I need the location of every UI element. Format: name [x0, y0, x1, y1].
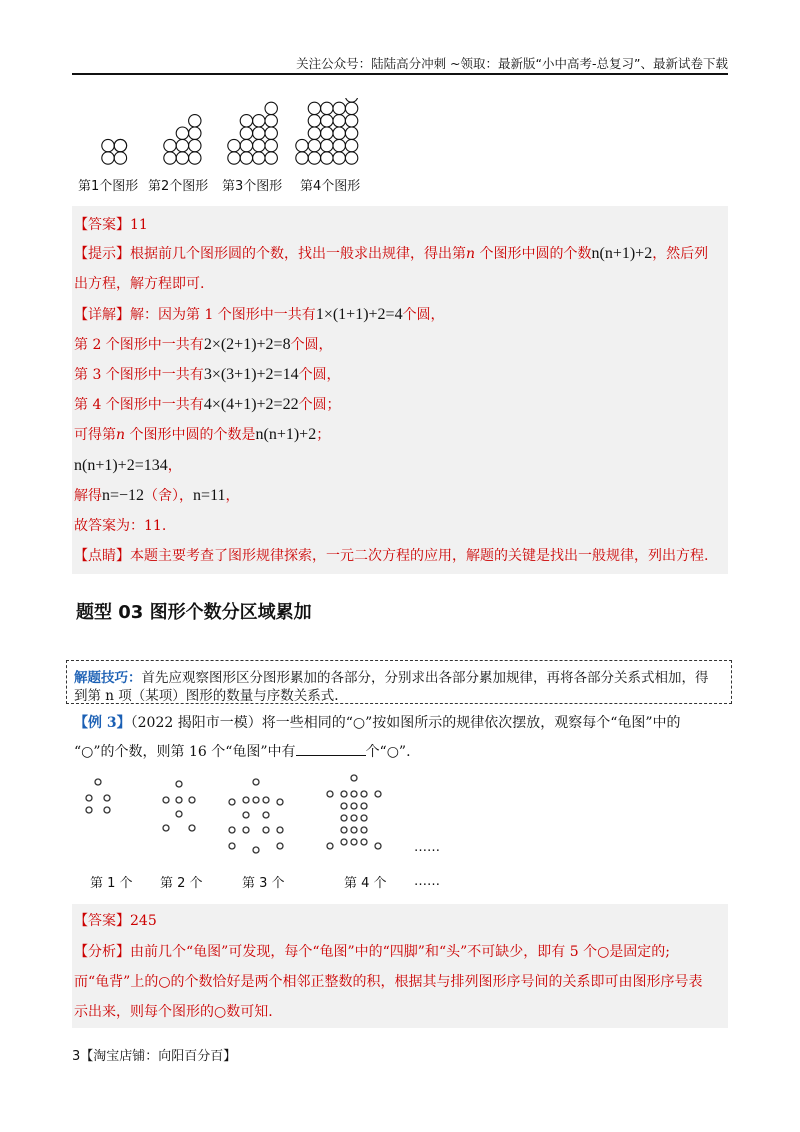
pattern-circle — [345, 115, 357, 127]
example-line-2 — [74, 741, 411, 761]
turtle-circle — [341, 827, 347, 833]
pattern-circle — [345, 139, 357, 151]
pattern-circle — [240, 152, 252, 164]
figure2-caption-4: 第 4 个 — [344, 876, 387, 891]
pattern-circle — [333, 127, 345, 139]
turtle-circle — [341, 803, 347, 809]
answer2-value: 245 — [130, 913, 157, 929]
pattern-circle — [333, 115, 345, 127]
turtle-circle — [341, 839, 347, 845]
line2-suffix: 个圆， — [290, 337, 333, 353]
pattern-circle — [176, 152, 188, 164]
pattern-circle — [240, 127, 252, 139]
turtle-circle — [361, 839, 367, 845]
pattern-circle — [333, 102, 345, 114]
line2-formula: 2×(2+1)+2=8 — [203, 336, 291, 353]
line4-text: 第 4 个图形中一共有 — [74, 397, 204, 413]
turtle-circle — [361, 791, 367, 797]
pattern-circle — [265, 152, 277, 164]
turtle-circle — [176, 781, 182, 787]
figure1-caption-3: 第3个图形 — [222, 179, 283, 194]
pattern-circle — [164, 139, 176, 151]
pattern-circle — [308, 127, 320, 139]
hint-text-b: 个图形中圆的个数 — [475, 246, 592, 262]
pattern-circle — [265, 127, 277, 139]
header-rule — [72, 73, 728, 75]
pattern-circle — [296, 152, 308, 164]
line7-reject: （舍）， — [144, 488, 194, 504]
detail-tag: 【详解】 — [74, 307, 130, 323]
line7-suffix: ， — [225, 488, 240, 504]
figure2-caption-1: 第 1 个 — [90, 876, 133, 891]
turtle-circle — [361, 815, 367, 821]
example-label: 【例 3】 — [74, 715, 131, 731]
pattern-circle — [253, 152, 265, 164]
line7-formula-1: n=−12 — [102, 487, 145, 504]
turtle-circle — [189, 825, 195, 831]
pattern-circle — [333, 152, 345, 164]
line2-text: 第 2 个图形中一共有 — [74, 337, 204, 353]
figure2-dots-lower: …… — [414, 874, 440, 889]
answer2-line — [74, 910, 157, 930]
pattern-circle — [265, 102, 277, 114]
turtle-circle — [277, 827, 283, 833]
pattern-circle — [321, 152, 333, 164]
pattern-circle — [321, 139, 333, 151]
turtle-circle — [351, 839, 357, 845]
turtle-circle — [351, 803, 357, 809]
pattern-circle — [265, 115, 277, 127]
turtle-circle — [327, 843, 333, 849]
tip-line-1-text: 首先应观察图形区分图形累加的各部分，分别求出各部分累加规律，再将各部分关系式相加，得 — [141, 670, 709, 686]
line5-text-a: 可得第 — [74, 427, 116, 443]
turtle-circle — [327, 791, 333, 797]
line6-formula: n(n+1)+2=134 — [74, 457, 168, 474]
comment-line — [74, 545, 708, 565]
analysis-line-1-text: 由前几个“龟图”可发现，每个“龟图”中的“四脚”和“头”不可缺少，即有 5 个○是固定的; — [130, 944, 670, 960]
pattern-circle — [114, 139, 126, 151]
pattern-circle — [114, 152, 126, 164]
tip-label: 解题技巧： — [74, 670, 142, 686]
turtle-circle — [229, 843, 235, 849]
pattern-circle — [265, 139, 277, 151]
figure2-dots-upper: …… — [414, 840, 440, 855]
detail-intro: 解：因为第 1 个图形中一共有 — [130, 307, 316, 323]
hint-n: n — [466, 246, 476, 262]
pattern-circle — [345, 127, 357, 139]
turtle-circle — [263, 827, 269, 833]
shop-label: 【淘宝店铺：向阳百分百】 — [80, 1049, 237, 1064]
pattern-circle — [333, 139, 345, 151]
turtle-circle — [163, 797, 169, 803]
line7-text: 解得 — [74, 488, 102, 504]
detail-suffix-1: 个圆， — [402, 307, 445, 323]
turtle-circle — [253, 847, 259, 853]
hint-text-c: ，然后列 — [652, 246, 709, 262]
figure1-caption-4: 第4个图形 — [300, 179, 361, 194]
pattern-circle — [253, 115, 265, 127]
turtle-circle — [104, 795, 110, 801]
line3-suffix: 个圆， — [298, 367, 341, 383]
turtle-circle — [375, 843, 381, 849]
pattern-circle — [308, 139, 320, 151]
example-line-1-text: （2022 揭阳市一模）将一些相同的“○”按如图所示的规律依次摆放，观察每个“龟图”中的 — [130, 715, 681, 731]
turtle-circle — [95, 779, 101, 785]
figure2-caption-2: 第 2 个 — [160, 876, 203, 891]
turtle-circle — [351, 775, 357, 781]
comment-tag: 【点睛】 — [74, 548, 130, 564]
answer1-line — [74, 214, 148, 234]
figure1-caption-1: 第1个图形 — [78, 179, 139, 194]
pattern-circle — [189, 152, 201, 164]
turtle-circle — [104, 807, 110, 813]
turtle-circle — [341, 815, 347, 821]
line5-text-b: 个图形中圆的个数是 — [125, 427, 256, 443]
pattern-circle — [253, 139, 265, 151]
example-line-1 — [74, 712, 681, 732]
turtle-circle — [361, 803, 367, 809]
turtle-circle — [243, 812, 249, 818]
page-footer — [72, 1045, 236, 1064]
turtle-circle — [163, 825, 169, 831]
pattern-circle — [189, 139, 201, 151]
detail-formula-1: 1×(1+1)+2=4 — [315, 306, 403, 323]
pattern-circle — [228, 152, 240, 164]
detail-line-2 — [74, 334, 333, 354]
figure2-caption-3: 第 3 个 — [242, 876, 285, 891]
analysis-line-1 — [74, 941, 670, 961]
turtle-circle — [176, 797, 182, 803]
turtle-circle — [86, 795, 92, 801]
pattern-circle — [176, 139, 188, 151]
turtle-circle — [375, 791, 381, 797]
turtle-circle — [229, 799, 235, 805]
turtle-circle — [277, 799, 283, 805]
pattern-circle — [345, 152, 357, 164]
pattern-circle — [102, 139, 114, 151]
detail-line-7 — [74, 485, 239, 505]
hint-text-a: 根据前几个图形圆的个数，找出一般求出规律，得出第 — [130, 246, 466, 262]
pattern-circle — [345, 98, 357, 102]
conclusion-line: 故答案为：11. — [74, 518, 167, 534]
pattern-circle — [228, 139, 240, 151]
turtle-circle — [351, 815, 357, 821]
pattern-circle — [189, 115, 201, 127]
detail-line-5 — [74, 424, 330, 444]
pattern-circle — [189, 127, 201, 139]
turtle-circle — [243, 827, 249, 833]
line5-suffix: ； — [316, 427, 331, 443]
line7-formula-2: n=11 — [193, 487, 226, 504]
turtle-circle — [277, 843, 283, 849]
turtle-circle — [253, 779, 259, 785]
analysis-line-3: 示出来，则每个图形的○数可知. — [74, 1004, 273, 1020]
line4-formula: 4×(4+1)+2=22 — [203, 396, 299, 413]
line5-formula: n(n+1)+2 — [255, 426, 317, 443]
pattern-circle — [308, 152, 320, 164]
analysis-line-2: 而“龟背”上的○的个数恰好是两个相邻正整数的积，根据其与排列图形序号间的关系即可由图形序号表 — [74, 974, 703, 990]
line4-suffix: 个圆； — [298, 397, 341, 413]
turtle-circle — [189, 797, 195, 803]
pattern-circle — [164, 152, 176, 164]
analysis-tag: 【分析】 — [74, 944, 130, 960]
page-number: 3 — [72, 1049, 81, 1064]
pattern-circle — [102, 152, 114, 164]
hint-tag: 【提示】 — [74, 246, 130, 262]
tip-line-2: 到第 n 项（某项）图形的数量与序数关系式. — [74, 688, 339, 704]
turtle-circle — [351, 827, 357, 833]
page-header — [72, 54, 728, 74]
pattern-circle — [308, 115, 320, 127]
turtle-circle — [361, 827, 367, 833]
answer-tag: 【答案】 — [74, 217, 130, 233]
tip-line-1 — [74, 666, 709, 686]
pattern-circle — [176, 127, 188, 139]
turtle-circle — [263, 797, 269, 803]
detail-line-1 — [74, 304, 445, 324]
pattern-circle — [296, 139, 308, 151]
example-line-2-text-b: 个“○”. — [365, 744, 411, 760]
answer-blank — [296, 741, 366, 756]
hint-line — [74, 243, 708, 263]
turtle-circle — [341, 791, 347, 797]
turtle-circle — [253, 797, 259, 803]
answer-value: 11 — [130, 217, 148, 233]
hint-formula: n(n+1)+2 — [591, 245, 653, 262]
hint-line-2: 出方程，解方程即可. — [74, 276, 205, 292]
turtle-circle — [243, 797, 249, 803]
detail-line-3 — [74, 364, 341, 384]
figure1-caption-2: 第2个图形 — [148, 179, 209, 194]
line6-suffix: ， — [167, 458, 182, 474]
pattern-circle — [321, 115, 333, 127]
detail-line-6 — [74, 455, 182, 475]
pattern-circle — [321, 102, 333, 114]
pattern-circle — [240, 139, 252, 151]
answer2-tag: 【答案】 — [74, 913, 130, 929]
pattern-circle — [321, 127, 333, 139]
section-title: 题型 03 图形个数分区域累加 — [76, 602, 312, 623]
line3-text: 第 3 个图形中一共有 — [74, 367, 204, 383]
pattern-circle — [253, 127, 265, 139]
line5-n: n — [116, 427, 126, 443]
turtle-circle — [86, 807, 92, 813]
comment-text: 本题主要考查了图形规律探索，一元二次方程的应用，解题的关键是找出一般规律，列出方程. — [130, 548, 709, 564]
pattern-circle — [308, 102, 320, 114]
turtle-circle — [176, 811, 182, 817]
pattern-circle — [345, 102, 357, 114]
example-line-2-text-a: “○”的个数，则第 16 个“龟图”中有 — [74, 744, 296, 760]
header-text: 关注公众号：陆陆高分冲刺 ~领取：最新版“小中高考-总复习”、最新试卷下载 — [296, 56, 728, 71]
line3-formula: 3×(3+1)+2=14 — [203, 366, 299, 383]
turtle-circle — [229, 827, 235, 833]
turtle-circle — [351, 791, 357, 797]
detail-line-4 — [74, 394, 341, 414]
turtle-circle — [263, 812, 269, 818]
pattern-circle — [240, 115, 252, 127]
